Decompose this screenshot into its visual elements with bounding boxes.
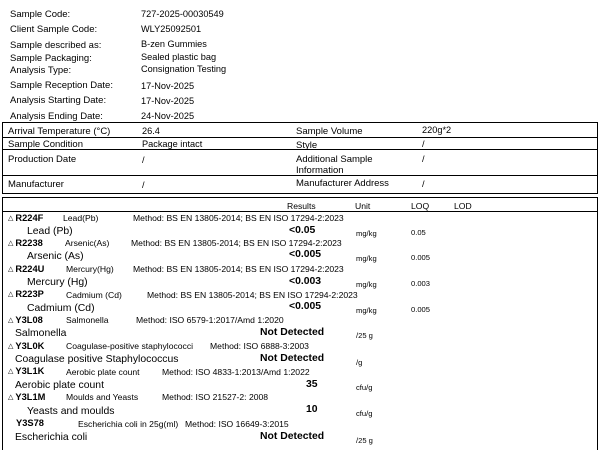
results-header-divider: [2, 211, 598, 212]
sample-code-value: 727-2025-00030549: [141, 9, 224, 19]
reception-date-label: Sample Reception Date:: [10, 80, 113, 91]
test-code: R2238: [15, 238, 43, 248]
result-name: Lead (Pb): [27, 226, 73, 237]
test-analyte: Lead(Pb): [63, 213, 99, 223]
test-method: Method: ISO 4833-1:2013/Amd 1:2022: [162, 367, 310, 377]
test-code: Y3L0K: [15, 341, 45, 351]
test-code: R224F: [15, 213, 44, 223]
results-top-border: [2, 197, 598, 198]
result-unit: /25 g: [356, 436, 373, 445]
result-unit: mg/kg: [356, 229, 377, 238]
test-analyte: Cadmium (Cd): [66, 290, 122, 300]
sample-condition-label: Sample Condition: [8, 139, 83, 150]
result-name: Salmonella: [15, 328, 67, 339]
result-name: Escherichia coli: [15, 432, 88, 443]
result-value: Not Detected: [260, 327, 325, 338]
result-value: <0.05: [289, 225, 316, 236]
loq-column-header: LOQ: [411, 201, 430, 211]
additional-info-label-line1: Additional Sample: [296, 154, 373, 165]
client-sample-code-value: WLY25092501: [141, 24, 202, 34]
test-method: Method: BS EN 13805-2014; BS EN ISO 17294-2:2023: [133, 213, 344, 223]
production-date-label: Production Date: [8, 154, 77, 165]
production-date-value: /: [142, 155, 145, 165]
test-analyte: Coagulase-positive staphylococci: [66, 341, 194, 351]
result-value: <0.005: [289, 301, 322, 312]
triangle-marker-icon: △: [8, 343, 14, 350]
test-header-row: [8, 366, 44, 376]
test-analyte: Aerobic plate count: [66, 367, 140, 377]
sample-condition-value: Package intact: [142, 139, 203, 149]
result-unit: cfu/g: [356, 409, 373, 418]
end-date-value: 24-Nov-2025: [141, 111, 195, 121]
result-value: <0.005: [289, 249, 322, 260]
result-value: Not Detected: [260, 353, 325, 364]
result-unit: cfu/g: [356, 383, 373, 392]
result-value: 35: [306, 379, 318, 390]
arrival-temperature-label: Arrival Temperature (°C): [8, 126, 111, 137]
test-analyte: Mercury(Hg): [66, 264, 114, 274]
result-unit: mg/kg: [356, 280, 377, 289]
additional-info-label-line2: Information: [296, 165, 344, 176]
test-header-row: [8, 315, 43, 325]
test-method: Method: ISO 6579-1:2017/Amd 1:2020: [136, 315, 284, 325]
unit-column-header: Unit: [355, 201, 371, 211]
reception-date-value: 17-Nov-2025: [141, 81, 195, 91]
style-value: /: [422, 139, 425, 149]
test-code: R224U: [15, 264, 45, 274]
end-date-label: Analysis Ending Date:: [10, 111, 103, 122]
test-code: Y3S78: [16, 418, 44, 428]
conditions-row-divider-1: [2, 137, 598, 138]
result-value: 10: [306, 404, 318, 415]
result-loq: 0.003: [411, 279, 431, 288]
manufacturer-address-value: /: [422, 179, 425, 189]
sample-code-label: Sample Code:: [10, 9, 71, 20]
style-label: Style: [296, 140, 318, 151]
result-value: <0.003: [289, 276, 322, 287]
test-code: Y3L1M: [15, 392, 46, 402]
result-unit: /g: [356, 358, 363, 367]
result-name: Yeasts and moulds: [27, 406, 115, 417]
result-unit: /25 g: [356, 331, 373, 340]
conditions-top-border: [2, 122, 598, 123]
analysis-type-value: Consignation Testing: [141, 64, 227, 74]
result-name: Coagulase positive Staphylococcus: [15, 354, 179, 365]
client-sample-code-label: Client Sample Code:: [10, 24, 98, 35]
start-date-value: 17-Nov-2025: [141, 96, 195, 106]
start-date-label: Analysis Starting Date:: [10, 95, 107, 106]
triangle-marker-icon: △: [8, 317, 14, 324]
result-value: Not Detected: [260, 431, 325, 442]
test-method: Method: ISO 21527-2: 2008: [162, 392, 269, 402]
test-code: Y3L08: [15, 315, 43, 325]
triangle-marker-icon: △: [8, 215, 14, 222]
result-unit: mg/kg: [356, 254, 377, 263]
result-unit: mg/kg: [356, 306, 377, 315]
test-header-row: [8, 213, 43, 223]
sample-volume-label: Sample Volume: [296, 126, 363, 137]
additional-info-value: /: [422, 154, 425, 164]
sample-description-value: B-zen Gummies: [141, 39, 207, 49]
manufacturer-label: Manufacturer: [8, 179, 64, 190]
arrival-temperature-value: 26.4: [142, 126, 160, 136]
result-loq: 0.005: [411, 305, 431, 314]
test-method: Method: ISO 16649-3:2015: [185, 419, 289, 429]
conditions-left-border: [2, 122, 3, 194]
conditions-bottom-border: [2, 193, 598, 194]
result-name: Cadmium (Cd): [27, 303, 95, 314]
result-loq: 0.05: [411, 228, 426, 237]
test-method: Method: BS EN 13805-2014; BS EN ISO 17294-2:2023: [131, 238, 342, 248]
result-name: Arsenic (As): [27, 251, 84, 262]
result-name: Aerobic plate count: [15, 380, 104, 391]
test-header-row: [8, 392, 45, 402]
test-header-row: [8, 238, 43, 248]
test-method: Method: BS EN 13805-2014; BS EN ISO 17294-2:2023: [133, 264, 344, 274]
test-header-row: [16, 418, 44, 428]
triangle-marker-icon: △: [8, 291, 14, 298]
result-name: Mercury (Hg): [27, 277, 88, 288]
test-code: Y3L1K: [15, 366, 45, 376]
test-analyte: Arsenic(As): [65, 238, 110, 248]
sample-volume-value: 220g*2: [422, 125, 452, 135]
triangle-marker-icon: △: [8, 368, 14, 375]
test-code: R223P: [15, 289, 44, 299]
analysis-type-label: Analysis Type:: [10, 65, 72, 76]
results-column-header: Results: [287, 201, 316, 211]
test-analyte: Moulds and Yeasts: [66, 392, 139, 402]
manufacturer-address-label: Manufacturer Address: [296, 178, 389, 189]
results-left-border: [2, 197, 3, 450]
triangle-marker-icon: △: [8, 266, 14, 273]
sample-description-label: Sample described as:: [10, 40, 102, 51]
test-header-row: [8, 289, 44, 299]
sample-packaging-label: Sample Packaging:: [10, 53, 92, 64]
test-method: Method: BS EN 13805-2014; BS EN ISO 17294-2:2023: [147, 290, 358, 300]
conditions-right-border: [597, 122, 598, 194]
result-loq: 0.005: [411, 253, 431, 262]
test-analyte: Salmonella: [66, 315, 109, 325]
manufacturer-value: /: [142, 180, 145, 190]
test-header-row: [8, 341, 44, 351]
triangle-marker-icon: △: [8, 240, 14, 247]
triangle-marker-icon: △: [8, 394, 14, 401]
test-analyte: Escherichia coli in 25g(ml): [78, 419, 179, 429]
test-header-row: [8, 264, 44, 274]
results-right-border: [597, 197, 598, 450]
lod-column-header: LOD: [454, 201, 472, 211]
test-method: Method: ISO 6888-3:2003: [210, 341, 309, 351]
sample-packaging-value: Sealed plastic bag: [141, 52, 217, 62]
